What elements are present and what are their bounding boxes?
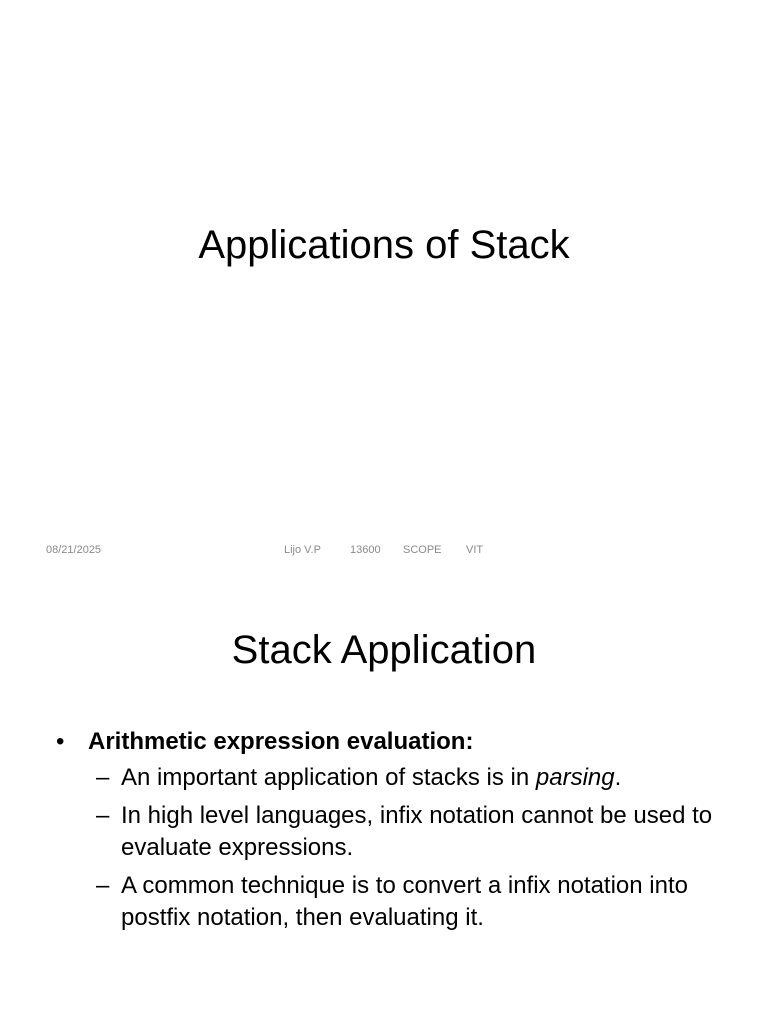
- sub-bullet-text: A common technique is to convert a infix notation into postfix notation, then evaluating it.: [121, 872, 688, 931]
- bullet-marker: •: [56, 728, 65, 755]
- bullet-text: Arithmetic expression evaluation:: [88, 728, 474, 755]
- bullet-list: [56, 726, 746, 940]
- slide-title: Stack Application: [231, 628, 537, 672]
- bullet-item: [56, 726, 746, 758]
- sub-bullet-list: [96, 762, 746, 934]
- slide-stack-application: [0, 576, 768, 1024]
- sub-bullet-text-start: An important application of stacks is in: [121, 764, 536, 791]
- dash-marker: –: [96, 764, 110, 791]
- footer-id: 13600: [350, 544, 381, 556]
- footer-author: Lijo V.P: [284, 544, 321, 556]
- dash-marker: –: [96, 802, 110, 829]
- sub-bullet-text-end: .: [614, 764, 622, 791]
- footer-date: 08/21/2025: [46, 544, 102, 556]
- footer-info: [284, 544, 496, 556]
- dash-marker: –: [96, 872, 110, 899]
- sub-bullet-item: [96, 870, 746, 934]
- sub-bullet-text: [121, 762, 746, 794]
- sub-bullet-item: [96, 800, 746, 864]
- emphasis-text: parsing: [535, 764, 615, 791]
- sub-bullet-item: [96, 762, 746, 794]
- slide-title: Applications of Stack: [198, 223, 570, 267]
- footer-school: SCOPE: [403, 544, 442, 556]
- footer-university: VIT: [466, 544, 484, 556]
- sub-bullet-text: In high level languages, infix notation cannot be used to evaluate expressions.: [121, 802, 713, 861]
